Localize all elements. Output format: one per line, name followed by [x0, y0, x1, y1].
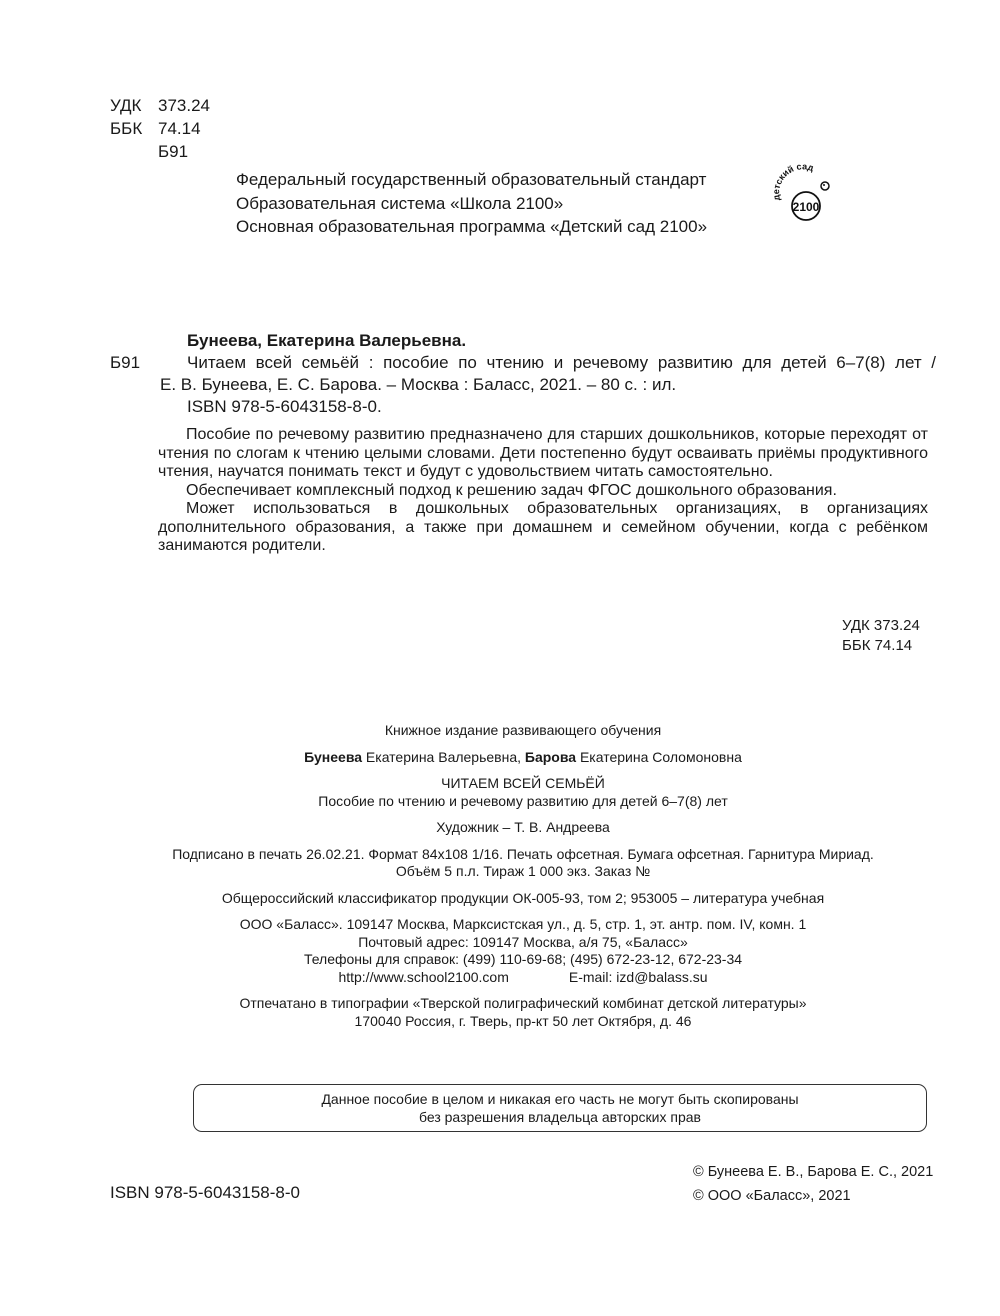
classifier-line: Общероссийский классификатор продукции ОК-005-93, том 2; 953005 – литература учебная — [221, 889, 825, 906]
copyright-notice-box — [193, 1084, 927, 1132]
copyright-line: © Бунеева Е. В., Барова Е. С., 2021 — [693, 1164, 934, 1180]
author-mark: Б91 — [158, 142, 189, 161]
logo-number: 2100 — [792, 200, 820, 214]
catalog-title-row — [110, 352, 936, 374]
notice-line: без разрешения владельца авторских прав — [419, 1109, 701, 1125]
notice-line: Данное пособие в целом и никакая его часть не могут быть скопированы — [321, 1091, 799, 1107]
print-details — [110, 846, 936, 881]
svg-text:детский сад — [771, 161, 815, 201]
bbk-row — [110, 117, 210, 140]
catalog-title-line: Читаем всей семьёй : пособие по чтению и речевому развитию для детей 6–7(8) лет / — [187, 353, 936, 372]
title-block — [110, 775, 936, 810]
publisher-line: Почтовый адрес: 109147 Москва, а/я 75, «Баласс» — [358, 933, 688, 950]
imprint — [110, 722, 936, 1039]
classification-codes — [110, 94, 210, 163]
standard-line: Образовательная система «Школа 2100» — [236, 193, 564, 213]
website-link[interactable]: http://www.school2100.com — [338, 968, 509, 985]
udk-label: УДК — [110, 96, 142, 115]
bbk-bottom: ББК 74.14 — [842, 637, 913, 654]
catalog-isbn: ISBN 978-5-6043158-8-0. — [187, 397, 382, 416]
isbn-bottom: ISBN 978-5-6043158-8-0 — [110, 1183, 300, 1202]
artist-line: Художник – Т. В. Андреева — [436, 819, 610, 835]
catalog-author-heading: Бунеева, Екатерина Валерьевна. — [187, 331, 467, 350]
standard-line: Основная образовательная программа «Детский сад 2100» — [236, 217, 708, 236]
bbk-label: ББК — [110, 119, 143, 138]
annotation — [158, 426, 928, 556]
standards-block — [236, 168, 707, 239]
copyright-line: © ООО «Баласс», 2021 — [693, 1188, 851, 1204]
udk-bottom: УДК 373.24 — [842, 617, 920, 634]
classification-codes-bottom — [842, 616, 920, 656]
publisher-line: Телефоны для справок: (499) 110-69-68; (495) 672-23-12, 672-23-34 — [303, 951, 743, 967]
udk-row — [110, 94, 210, 117]
standard-line: Федеральный государственный образовательный стандарт — [236, 170, 707, 189]
catalog-author-mark: Б91 — [110, 353, 141, 372]
udk-value: 373.24 — [158, 96, 210, 115]
copyright-block — [693, 1160, 933, 1208]
print-line: Объём 5 п.л. Тираж 1 000 экз. Заказ № — [395, 863, 651, 879]
printer-line: 170040 Россия, г. Тверь, пр-кт 50 лет Октября, д. 46 — [354, 1012, 692, 1029]
annotation-paragraph: Может использоваться в дошкольных образовательных организациях, в организациях дополнительного образования, а также при домашнем и семейном обучении, когда с ребёнком занимаются родители. — [158, 500, 928, 554]
email-link[interactable]: E-mail: izd@balass.su — [568, 968, 708, 985]
print-line: Подписано в печать 26.02.21. Формат 84х108 1/16. Печать офсетная. Бумага офсетная. Гарнитура Мириад. — [172, 845, 874, 862]
printer-block — [110, 995, 936, 1030]
book-title: ЧИТАЕМ ВСЕЙ СЕМЬЁЙ — [441, 775, 605, 791]
detsky-sad-2100-logo — [770, 160, 834, 228]
printer-line: Отпечатано в типографии «Тверской полиграфический комбинат детской литературы» — [239, 995, 807, 1011]
catalog-responsibility: Е. В. Бунеева, Е. С. Барова. – Москва : Баласс, 2021. – 80 с. : ил. — [160, 375, 677, 394]
catalog-card — [110, 330, 936, 418]
annotation-paragraph: Пособие по речевому развитию предназначено для старших дошкольников, которые переходят от чтения по слогам к чтению целыми словами. Дети постепенно будут осваивать приёмы продуктивного чтения, научатся понимать текст и будут с удовольствием читать самостоятельно. — [158, 426, 928, 480]
author-mark-row — [110, 140, 210, 163]
author1-surname: Бунеева — [304, 748, 363, 765]
edition-type: Книжное издание развивающего обучения — [384, 722, 662, 738]
publisher-block — [110, 916, 936, 986]
bbk-value: 74.14 — [158, 119, 201, 138]
book-subtitle: Пособие по чтению и речевому развитию для детей 6–7(8) лет — [318, 792, 728, 809]
logo-icon — [770, 160, 834, 228]
authors-line — [110, 749, 936, 767]
annotation-paragraph: Обеспечивает комплексный подход к решению задач ФГОС дошкольного образования. — [186, 481, 837, 499]
publisher-line: ООО «Баласс». 109147 Москва, Марксистская ул., д. 5, стр. 1, эт. антр. пом. IV, комн. 1 — [239, 916, 807, 932]
logo-arc-text: детский сад — [770, 161, 815, 202]
author2-name: Екатерина Соломоновна — [576, 748, 742, 765]
contacts-line — [110, 969, 936, 987]
author1-name: Екатерина Валерьевна, — [362, 748, 525, 765]
author2-surname: Барова — [524, 748, 577, 765]
